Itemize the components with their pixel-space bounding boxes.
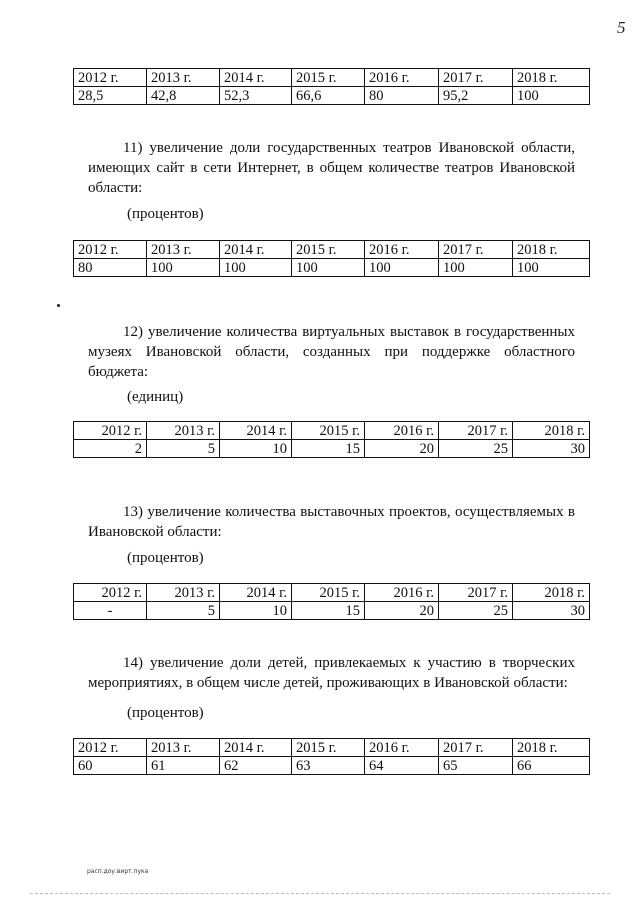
section-text: 11) увеличение доли государственных театров Ивановской области, имеющих сайт в сети Интернет, в общем количестве театров Ивановской области:	[88, 140, 575, 196]
value-cell: 62	[220, 757, 292, 775]
indicator-table-14	[73, 738, 590, 775]
year-cell: 2013 г.	[147, 241, 220, 259]
year-cell: 2015 г.	[292, 584, 365, 602]
year-cell: 2013 г.	[147, 739, 220, 757]
year-cell: 2014 г.	[220, 739, 292, 757]
value-cell: 20	[365, 602, 439, 620]
value-cell: 100	[513, 259, 590, 277]
value-cell: 25	[439, 602, 513, 620]
table-header-row	[74, 422, 590, 440]
indicator-table-12	[73, 421, 590, 458]
year-cell: 2017 г.	[439, 69, 513, 87]
year-cell: 2014 г.	[220, 241, 292, 259]
year-cell: 2014 г.	[220, 69, 292, 87]
year-cell: 2013 г.	[147, 584, 220, 602]
section-12-unit: (единиц)	[127, 389, 184, 405]
value-cell: 100	[365, 259, 439, 277]
year-cell: 2016 г.	[365, 241, 439, 259]
section-12-text	[88, 322, 575, 382]
value-cell: 2	[74, 440, 147, 458]
section-text: 13) увеличение количества выставочных проектов, осуществляемых в Ивановской области:	[88, 504, 575, 540]
table-header-row	[74, 584, 590, 602]
table-header-row	[74, 241, 590, 259]
table-value-row	[74, 440, 590, 458]
year-cell: 2017 г.	[439, 241, 513, 259]
value-cell: 15	[292, 602, 365, 620]
value-cell: 66,6	[292, 87, 365, 105]
section-14-unit: (процентов)	[127, 705, 204, 721]
value-cell: 100	[220, 259, 292, 277]
indicator-table-10	[73, 68, 590, 105]
section-11-unit: (процентов)	[127, 206, 204, 222]
value-cell: -	[74, 602, 147, 620]
year-cell: 2016 г.	[365, 69, 439, 87]
value-cell: 100	[292, 259, 365, 277]
scan-edge-line	[30, 893, 610, 894]
value-cell: 5	[147, 602, 220, 620]
table-value-row	[74, 602, 590, 620]
page-number: 5	[617, 18, 626, 37]
section-text: 12) увеличение количества виртуальных выставок в государственных музеях Ивановской области, созданных при поддержке областного бюджета:	[88, 324, 575, 380]
year-cell: 2015 г.	[292, 422, 365, 440]
value-cell: 42,8	[147, 87, 220, 105]
year-cell: 2017 г.	[439, 584, 513, 602]
value-cell: 61	[147, 757, 220, 775]
value-cell: 80	[74, 259, 147, 277]
scan-artifact	[57, 304, 60, 307]
value-cell: 80	[365, 87, 439, 105]
year-cell: 2017 г.	[439, 422, 513, 440]
table-value-row	[74, 259, 590, 277]
value-cell: 95,2	[439, 87, 513, 105]
year-cell: 2018 г.	[513, 69, 590, 87]
year-cell: 2012 г.	[74, 584, 147, 602]
table-header-row	[74, 69, 590, 87]
year-cell: 2016 г.	[365, 422, 439, 440]
value-cell: 30	[513, 602, 590, 620]
value-cell: 5	[147, 440, 220, 458]
year-cell: 2015 г.	[292, 69, 365, 87]
year-cell: 2014 г.	[220, 422, 292, 440]
section-text: 14) увеличение доли детей, привлекаемых к участию в творческих мероприятиях, в общем числе детей, проживающих в Ивановской области:	[88, 655, 575, 691]
value-cell: 64	[365, 757, 439, 775]
value-cell: 20	[365, 440, 439, 458]
year-cell: 2016 г.	[365, 584, 439, 602]
value-cell: 10	[220, 440, 292, 458]
value-cell: 25	[439, 440, 513, 458]
year-cell: 2012 г.	[74, 69, 147, 87]
section-13-unit: (процентов)	[127, 550, 204, 566]
value-cell: 52,3	[220, 87, 292, 105]
value-cell: 15	[292, 440, 365, 458]
value-cell: 100	[513, 87, 590, 105]
indicator-table-13	[73, 583, 590, 620]
value-cell: 66	[513, 757, 590, 775]
value-cell: 10	[220, 602, 292, 620]
section-14-text	[88, 653, 575, 693]
value-cell: 100	[147, 259, 220, 277]
year-cell: 2013 г.	[147, 422, 220, 440]
table-header-row	[74, 739, 590, 757]
year-cell: 2015 г.	[292, 739, 365, 757]
table-value-row	[74, 87, 590, 105]
year-cell: 2018 г.	[513, 241, 590, 259]
year-cell: 2013 г.	[147, 69, 220, 87]
value-cell: 65	[439, 757, 513, 775]
year-cell: 2018 г.	[513, 584, 590, 602]
year-cell: 2012 г.	[74, 241, 147, 259]
year-cell: 2016 г.	[365, 739, 439, 757]
value-cell: 63	[292, 757, 365, 775]
table-value-row	[74, 757, 590, 775]
section-13-text	[88, 502, 575, 542]
year-cell: 2012 г.	[74, 739, 147, 757]
year-cell: 2015 г.	[292, 241, 365, 259]
year-cell: 2018 г.	[513, 422, 590, 440]
year-cell: 2018 г.	[513, 739, 590, 757]
section-11-text	[88, 138, 575, 198]
value-cell: 30	[513, 440, 590, 458]
year-cell: 2014 г.	[220, 584, 292, 602]
year-cell: 2012 г.	[74, 422, 147, 440]
value-cell: 60	[74, 757, 147, 775]
value-cell: 28,5	[74, 87, 147, 105]
value-cell: 100	[439, 259, 513, 277]
year-cell: 2017 г.	[439, 739, 513, 757]
indicator-table-11	[73, 240, 590, 277]
footer-note: расп.доу.вирт.пука	[87, 868, 149, 875]
